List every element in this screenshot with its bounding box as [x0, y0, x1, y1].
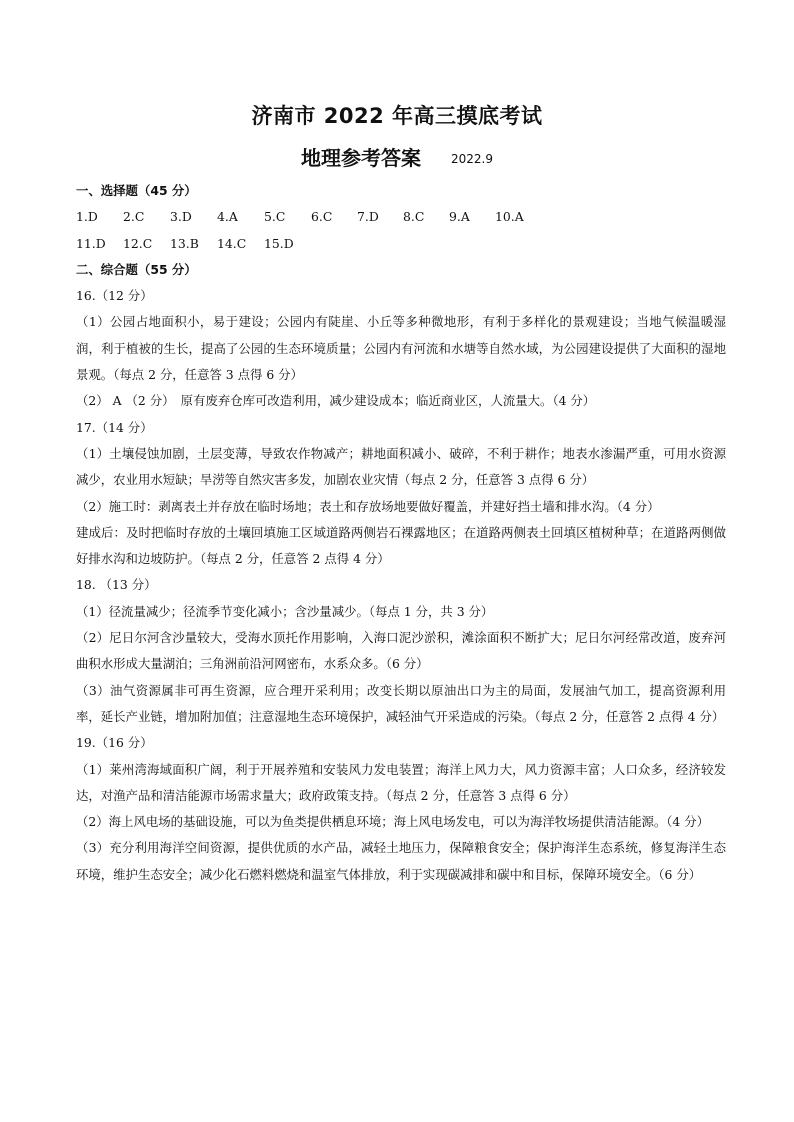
question-18-part-1: （1）径流量减少；径流季节变化减小；含沙量减少。（每点 1 分，共 3 分） — [76, 603, 494, 619]
question-17-part-2-after: 建成后：及时把临时存放的土壤回填施工区域道路两侧岩石裸露地区；在道路两侧表土回填区植树种草；在道路两侧做好排水沟和边坡防护。（每点 2 分，任意答 2 点得 4 分） — [76, 524, 726, 567]
subtitle-text: 地理参考答案 — [301, 146, 421, 170]
question-18-label: 18. （13 分） — [76, 577, 157, 593]
question-17-part-1: （1）土壤侵蚀加剧，土层变薄，导致农作物减产；耕地面积减小、破碎，不利于耕作；地表水渗漏严重，可用水资源减少，农业用水短缺；旱涝等自然灾害多发，加剧农业灾情（每点 2 分，任意答 3 点得 6 分） — [76, 445, 726, 488]
question-18-part-2: （2）尼日尔河含沙量较大，受海水顶托作用影响，入海口泥沙淤积，滩涂面积不断扩大；尼日尔河经常改道，废弃河曲积水形成大量湖泊；三角洲前沿河网密布，水系众多。（6 分） — [76, 630, 726, 672]
answer-item: 9.A — [449, 209, 470, 225]
question-16-part-1: （1）公园占地面积小，易于建设；公园内有陡崖、小丘等多种微地形，有利于多样化的景观建设；当地气候温暖湿润，利于植被的生长，提高了公园的生态环境质量；公园内有河流和水塘等自然水域，为公园建设提供了大面积的湿地景观。（每点 2 分，任意答 3 点得 6 分） — [76, 314, 726, 383]
question-19-part-3: （3）充分利用海洋空间资源，提供优质的水产品，减轻土地压力，保障粮食安全；保护海洋生态系统，修复海洋生态环境，维护生态安全；减少化石燃料燃烧和温室气体排放，利于实现碳减排和碳中和目标，保障环境安全。（6 分） — [76, 840, 726, 882]
page-title: 济南市 2022 年高三摸底考试 — [251, 104, 543, 128]
answer-item: 11.D — [76, 235, 106, 251]
answer-item: 15.D — [264, 235, 294, 251]
answer-item: 6.C — [311, 209, 333, 225]
answer-item: 12.C — [123, 235, 153, 251]
question-19-part-2: （2）海上风电场的基础设施，可以为鱼类提供栖息环境；海上风电场发电，可以为海洋牧场提供清洁能源。（4 分） — [76, 814, 710, 830]
exam-date: 2022.9 — [451, 152, 493, 166]
answer-item: 5.C — [264, 209, 286, 225]
question-19-part-1: （1）莱州湾海域面积广阔，利于开展养殖和安装风力发电装置；海洋上风力大，风力资源丰富；人口众多，经济较发达，对渔产品和清洁能源市场需求量大；政府政策支持。（每点 2 分，任意答 3 点得 6 分） — [76, 761, 726, 803]
answer-item: 7.D — [357, 209, 379, 225]
question-18-part-3: （3）油气资源属非可再生资源，应合理开采利用；改变长期以原油出口为主的局面，发展油气加工，提高资源利用率，延长产业链，增加附加值；注意湿地生态环境保护，减轻油气开采造成的污染。（每点 2 分，任意答 2 点得 4 分） — [76, 682, 726, 724]
answer-item: 14.C — [217, 235, 247, 251]
section-heading-choice: 一、选择题（45 分） — [76, 183, 197, 198]
question-16-label: 16.（12 分） — [76, 288, 153, 304]
answer-content — [76, 178, 726, 888]
choice-answers-row-1 — [76, 204, 726, 230]
question-19-label: 19.（16 分） — [76, 735, 153, 751]
section-heading-comprehensive: 二、综合题（55 分） — [76, 261, 197, 277]
answer-item: 10.A — [495, 209, 524, 225]
question-17-label: 17.（14 分） — [76, 419, 153, 435]
answer-item: 8.C — [403, 209, 425, 225]
answer-item: 13.B — [170, 235, 199, 251]
answer-item: 2.C — [123, 209, 145, 225]
question-17-part-2: （2）施工时：剥离表土并存放在临时场地；表土和存放场地要做好覆盖，并建好挡土墙和排水沟。（4 分） — [76, 498, 660, 514]
question-16-part-2: （2） A （2 分） 原有废弃仓库可改造利用，减少建设成本；临近商业区，人流量大。（4 分） — [76, 393, 596, 409]
answer-item: 3.D — [170, 209, 192, 225]
answer-item: 4.A — [217, 209, 238, 225]
page-subtitle — [0, 142, 794, 171]
choice-answers-row-2 — [76, 231, 726, 257]
answer-item: 1.D — [76, 209, 98, 225]
